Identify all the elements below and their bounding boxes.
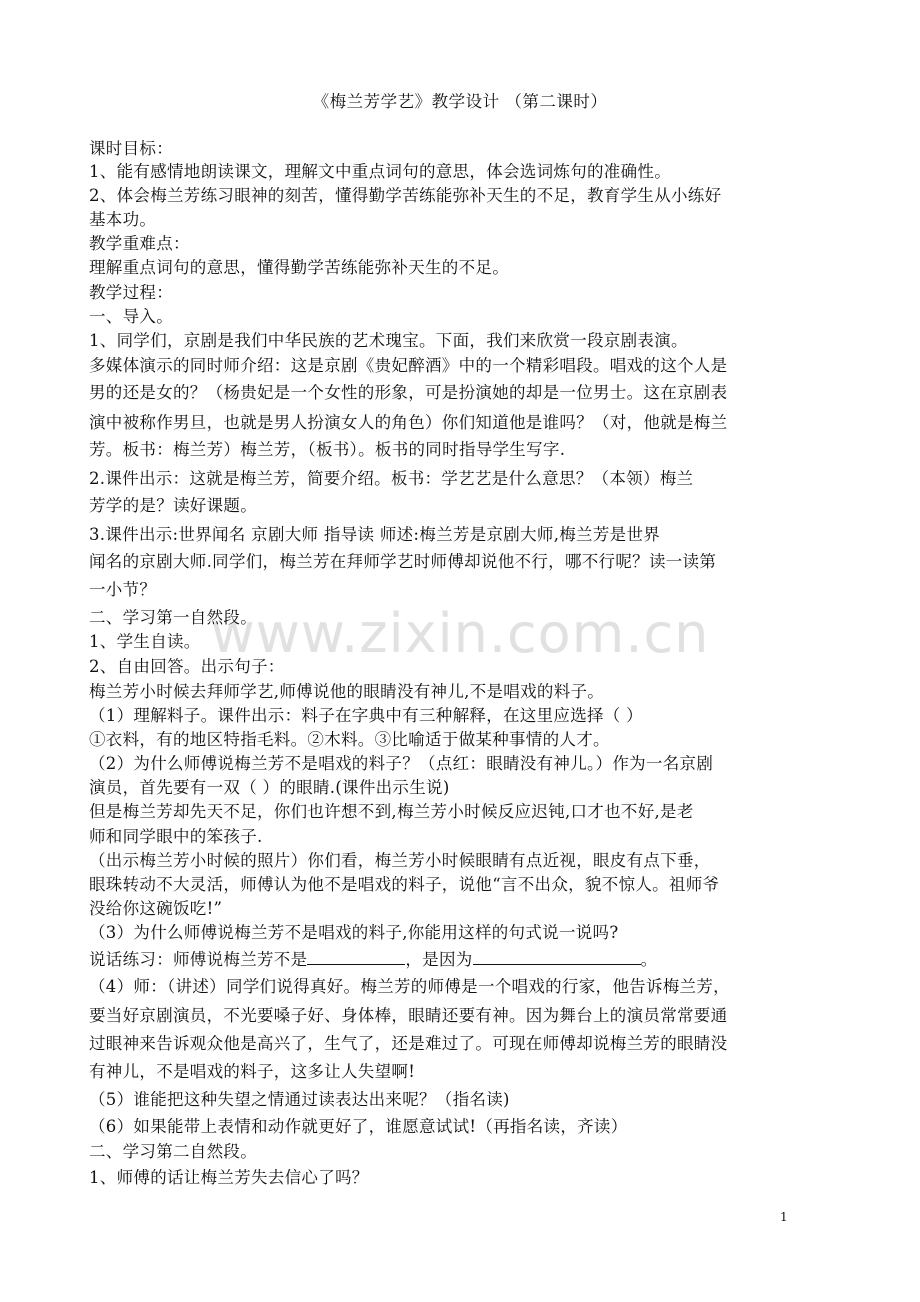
- text-line: 课时目标：: [89, 139, 173, 158]
- speaking-practice-text: ，是因为: [405, 950, 473, 969]
- text-line: 1、能有感情地朗读课文，理解文中重点词句的意思，体会选词炼句的准确性。: [89, 162, 671, 181]
- text-line: 有神儿，不是唱戏的料子，这多让人失望啊!: [89, 1062, 416, 1081]
- text-line: （2）为什么师傅说梅兰芳不是唱戏的料子？（点红：眼睛没有神儿。）作为一名京剧: [89, 754, 714, 773]
- text-line: 闻名的京剧大师.同学们，梅兰芳在拜师学艺时师傅却说他不行，哪不行呢？读一读第: [89, 552, 717, 571]
- fill-in-blank-2: [473, 950, 641, 965]
- text-line: 理解重点词句的意思，懂得勤学苦练能弥补天生的不足。: [89, 258, 509, 277]
- text-line: 2、体会梅兰芳练习眼神的刻苦，懂得勤学苦练能弥补天生的不足，教育学生从小练好: [89, 186, 722, 205]
- text-line: 没给你这碗饭吃!”: [89, 899, 223, 918]
- text-line: 1、学生自读。: [89, 632, 201, 651]
- text-line: 多媒体演示的同时师介绍：这是京剧《贵妃醉酒》中的一个精彩唱段。唱戏的这个人是: [89, 356, 728, 375]
- text-line: 师和同学眼中的笨孩子.: [89, 827, 263, 846]
- text-line: 基本功。: [89, 210, 157, 229]
- text-line: 二、学习第二自然段。: [89, 1142, 257, 1161]
- text-line: 一、导入。: [89, 307, 173, 326]
- fill-in-blank-1: [307, 950, 405, 965]
- text-line: （1）理解料子。课件出示：料子在字典中有三种解释，在这里应选择（ ）: [89, 706, 643, 725]
- text-line: （出示梅兰芳小时候的照片）你们看，梅兰芳小时候眼睛有点近视，眼皮有点下垂，: [89, 851, 711, 870]
- text-line: 梅兰芳小时候去拜师学艺,师傅说他的眼睛没有神儿,不是唱戏的料子。: [89, 682, 605, 701]
- speaking-practice-text: 。: [640, 950, 658, 969]
- speaking-practice-line: [89, 948, 657, 972]
- document-title: 《梅兰芳学艺》教学设计 （第二课时）: [312, 92, 608, 111]
- text-line: （4）师：（讲述）同学们说得真好。梅兰芳的师傅是一个唱戏的行家，他告诉梅兰芳，: [89, 977, 730, 996]
- text-line: （5）谁能把这种失望之情通过读表达出来呢？（指名读): [89, 1090, 510, 1109]
- speaking-practice-text: 说话练习：师傅说梅兰芳不是: [89, 950, 308, 969]
- text-line: 眼珠转动不大灵活，师傅认为他不是唱戏的料子，说他“言不出众，貌不惊人。祖师爷: [89, 875, 720, 894]
- text-line: 芳学的是？读好课题。: [89, 496, 257, 515]
- text-line: （3）为什么师傅说梅兰芳不是唱戏的料子,你能用这样的句式说一说吗?: [89, 923, 619, 942]
- page-number: 1: [780, 1210, 788, 1224]
- text-line: 1、同学们，京剧是我们中华民族的艺术瑰宝。下面，我们来欣赏一段京剧表演。: [89, 331, 688, 350]
- text-line: 过眼神来告诉观众他是高兴了，生气了，还是难过了。可现在师傅却说梅兰芳的眼睛没: [89, 1034, 728, 1053]
- text-line: 男的还是女的？（杨贵妃是一个女性的形象，可是扮演她的却是一位男士。这在京剧表: [89, 383, 728, 402]
- text-line: 教学重难点：: [89, 234, 190, 253]
- text-line: 芳。板书：梅兰芳）梅兰芳，（板书）。板书的同时指导学生写字.: [89, 440, 566, 459]
- text-line: 演中被称作男旦，也就是男人扮演女人的角色）你们知道他是谁吗？（对，他就是梅兰: [89, 413, 728, 432]
- text-line: 3.课件出示:世界闻名 京剧大师 指导读 师述:梅兰芳是京剧大师,梅兰芳是世界: [89, 525, 661, 544]
- text-line: （6）如果能带上表情和动作就更好了，谁愿意试试!（再指名读，齐读）: [89, 1117, 628, 1136]
- text-line: 要当好京剧演员，不光要嗓子好、身体棒，眼睛还要有神。因为舞台上的演员常常要通: [89, 1006, 728, 1025]
- text-line: 2.课件出示：这就是梅兰芳，简要介绍。板书：学艺艺是什么意思？（本领）梅兰: [89, 469, 694, 488]
- text-line: 演员，首先要有一双（ ）的眼睛.(课件出示生说): [89, 778, 450, 797]
- text-line: ①衣料，有的地区特指毛料。②木料。③比喻适于做某种事情的人才。: [89, 730, 610, 749]
- text-line: 一小节？: [89, 580, 157, 599]
- text-line: 教学过程：: [89, 283, 173, 302]
- text-line: 1、师傅的话让梅兰芳失去信心了吗？: [89, 1168, 369, 1187]
- text-line: 但是梅兰芳却先天不足，你们也许想不到,梅兰芳小时候反应迟钝,口才也不好,是老: [89, 802, 694, 821]
- text-line: 2、自由回答。出示句子：: [89, 657, 285, 676]
- text-line: 二、学习第一自然段。: [89, 608, 257, 627]
- watermark: www.zixin.com.cn: [210, 602, 710, 665]
